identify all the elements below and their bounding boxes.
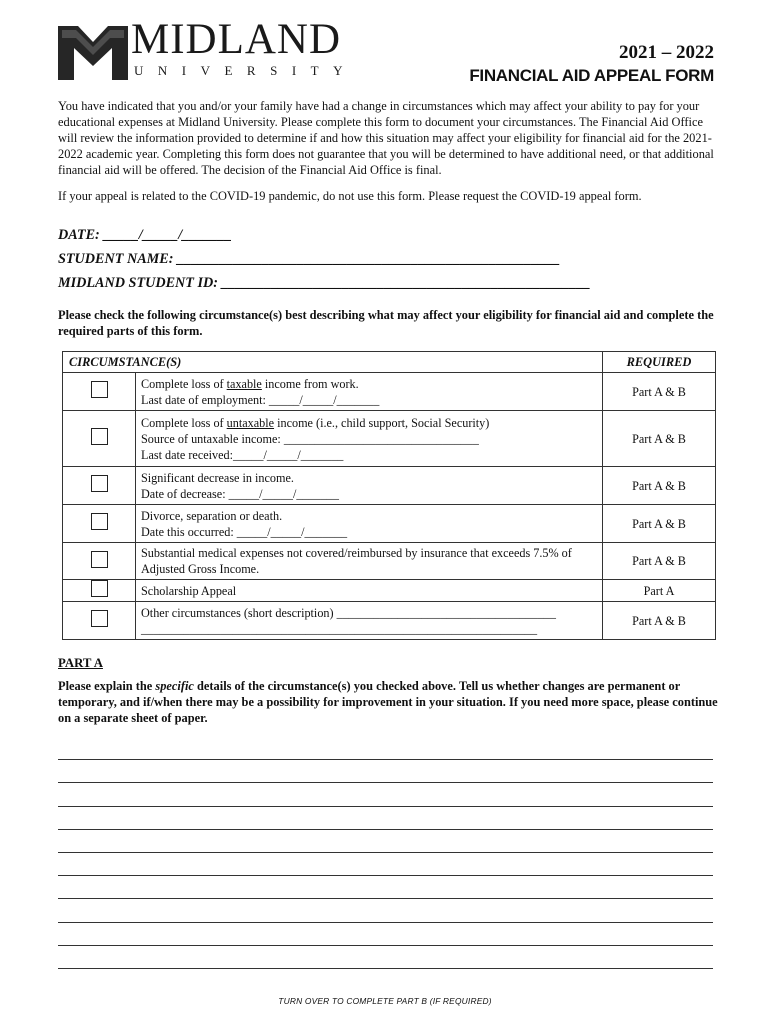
checkbox-untaxable-income-loss[interactable]	[91, 428, 108, 445]
circumstance-description: Scholarship Appeal	[136, 580, 603, 602]
student-id-field[interactable]: MIDLAND STUDENT ID: ____________________________________________________	[58, 275, 591, 291]
writing-line[interactable]	[58, 830, 713, 853]
writing-line[interactable]	[58, 853, 713, 876]
checkbox-cell	[63, 505, 136, 543]
circumstance-instructions: Please check the following circumstance(s) best describing what may affect your eligibility for financial aid and complete the required parts of this form.	[58, 308, 714, 338]
part-a-heading: PART A	[58, 656, 103, 670]
checkbox-cell	[63, 411, 136, 467]
part-a-instructions: Please explain the specific details of the circumstance(s) you checked above. Tell us whether changes are permanent or temporary, and if/when there may be a possibility for improvement in your situation. If you need more space, please continue on a separate sheet of paper.	[58, 679, 718, 725]
required-parts: Part A & B	[603, 411, 716, 467]
intro-paragraph: You have indicated that you and/or your family have had a change in circumstances which may affect your ability to pay for your educational expenses at Midland University. Please complete this form to document your circumstances. The Financial Aid Office will review the information provided to determine if and how this situation may affect your eligibility for financial aid for the 2021-2022 academic year. Completing this form does not guarantee that you will be determined to have additional need, or that additional financial aid will be offered. The decision of the Financial Aid Office is final.	[58, 99, 714, 177]
form-year: 2021 – 2022	[619, 42, 714, 63]
checkbox-taxable-income-loss[interactable]	[91, 381, 108, 398]
occurred-date-blank[interactable]: Date this occurred: _____/_____/_______	[141, 524, 348, 539]
date-field[interactable]: DATE: _____/_____/_______	[58, 227, 232, 243]
checkbox-cell	[63, 580, 136, 602]
other-description-blank-2[interactable]: _________________________________________________________________	[141, 621, 538, 636]
writing-line[interactable]	[58, 807, 713, 830]
student-name-field[interactable]: STUDENT NAME: ______________________________________________________	[58, 251, 561, 267]
required-parts: Part A & B	[603, 505, 716, 543]
table-header-row	[63, 352, 716, 373]
checkbox-medical-expenses[interactable]	[91, 551, 108, 568]
circumstance-description: Substantial medical expenses not covered/reimbursed by insurance that exceeds 7.5% of Adjusted Gross Income.	[136, 543, 603, 580]
required-column-header: REQUIRED	[603, 352, 716, 373]
checkbox-cell	[63, 602, 136, 640]
writing-line[interactable]	[58, 923, 713, 946]
untaxable-source-blank[interactable]: Source of untaxable income: ________________________________	[141, 431, 479, 446]
circumstance-column-header: CIRCUMSTANCE(S)	[63, 352, 603, 373]
table-row	[63, 543, 716, 580]
midland-m-emblem-icon	[58, 26, 128, 80]
other-description-blank[interactable]: Other circumstances (short description) ____________________________________	[141, 605, 556, 620]
required-parts: Part A	[603, 580, 716, 602]
circumstance-description	[136, 602, 603, 640]
checkbox-cell	[63, 373, 136, 411]
checkbox-income-decrease[interactable]	[91, 475, 108, 492]
required-parts: Part A & B	[603, 602, 716, 640]
checkbox-divorce-separation-death[interactable]	[91, 513, 108, 530]
required-parts: Part A & B	[603, 467, 716, 505]
form-title: FINANCIAL AID APPEAL FORM	[469, 66, 714, 85]
writing-line[interactable]	[58, 899, 713, 922]
writing-line[interactable]	[58, 737, 713, 760]
writing-line[interactable]	[58, 946, 713, 969]
circumstance-description: Significant decrease in income. Date of decrease: _____/_____/_______	[136, 467, 603, 505]
required-parts: Part A & B	[603, 373, 716, 411]
part-a-writing-area[interactable]	[58, 737, 713, 969]
checkbox-scholarship-appeal[interactable]	[91, 580, 108, 597]
decrease-date-blank[interactable]: Date of decrease: _____/_____/_______	[141, 486, 339, 501]
table-row	[63, 467, 716, 505]
checkbox-other-circumstances[interactable]	[91, 610, 108, 627]
page-footer: TURN OVER TO COMPLETE PART B (IF REQUIRED)	[278, 996, 492, 1006]
checkbox-cell	[63, 467, 136, 505]
writing-line[interactable]	[58, 783, 713, 806]
logo-subtitle: UNIVERSITY	[134, 63, 357, 78]
required-parts: Part A & B	[603, 543, 716, 580]
checkbox-cell	[63, 543, 136, 580]
table-row	[63, 602, 716, 640]
writing-line[interactable]	[58, 876, 713, 899]
logo-wordmark: MIDLAND	[131, 16, 342, 63]
circumstances-table	[62, 351, 716, 640]
last-date-received-blank[interactable]: Last date received:_____/_____/_______	[141, 447, 344, 462]
covid-note: If your appeal is related to the COVID-19 pandemic, do not use this form. Please request the COVID-19 appeal form.	[58, 189, 642, 203]
writing-line[interactable]	[58, 760, 713, 783]
table-row	[63, 505, 716, 543]
table-row	[63, 580, 716, 602]
table-row	[63, 373, 716, 411]
circumstance-description: Divorce, separation or death. Date this occurred: _____/_____/_______	[136, 505, 603, 543]
midland-university-logo	[58, 16, 358, 84]
circumstance-description: Complete loss of taxable income from work. Last date of employment: _____/_____/_______	[136, 373, 603, 411]
circumstance-description: Complete loss of untaxable income (i.e., child support, Social Security) Source of untaxable income: ________________________________ Last date received:_____/_____/_______	[136, 411, 603, 467]
employment-date-blank[interactable]: Last date of employment: _____/_____/_______	[141, 392, 380, 407]
table-row	[63, 411, 716, 467]
